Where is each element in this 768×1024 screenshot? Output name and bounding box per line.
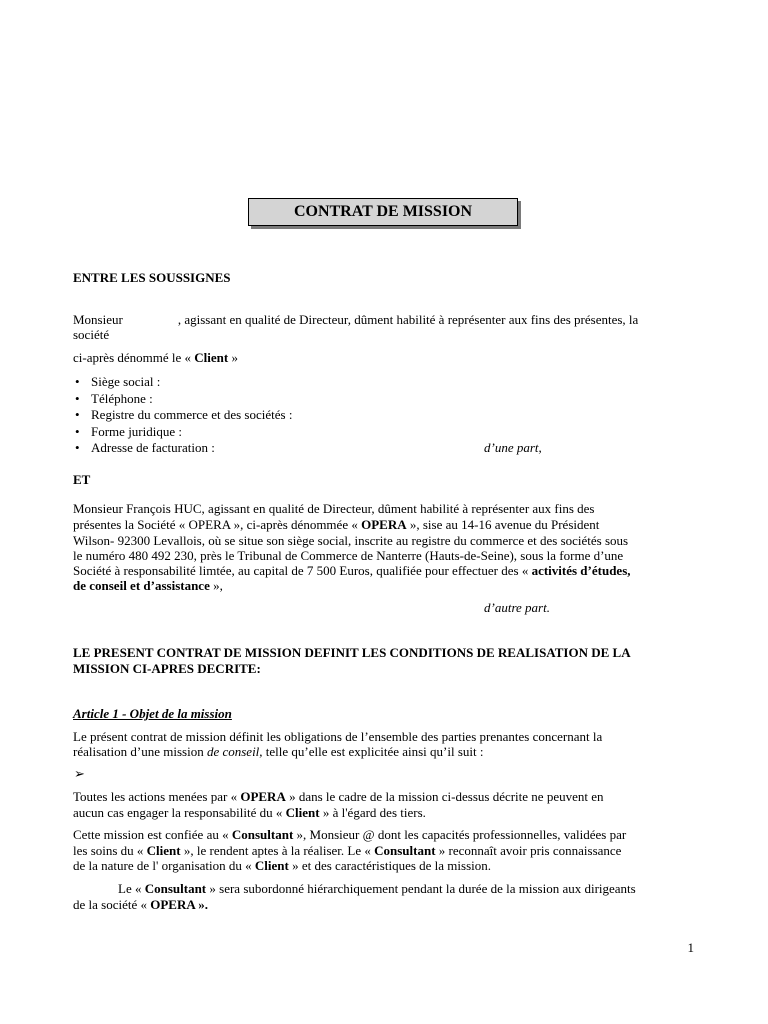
page-number: 1 [687, 940, 694, 955]
opera-paragraph-line-6: de conseil et d’assistance », [73, 578, 223, 593]
opera-paragraph-line-5: Société à responsabilité limtée, au capital de 7 500 Euros, qualifiée pour effectuer des « activités d’études, [73, 563, 631, 578]
opera-paragraph-line-1: Monsieur François HUC, agissant en qualité de Directeur, dûment habilité à représenter aux fins des [73, 501, 595, 516]
opera-paragraph-line-4: le numéro 480 492 230, près le Tribunal de Commerce de Nanterre (Hauts-de-Seine), sous la forme d’une [73, 548, 624, 563]
article-1-p4-line-2: de la société « OPERA ». [73, 897, 209, 912]
list-item: • Adresse de facturation : [73, 440, 292, 457]
article-1-p2-line-2: aucun cas engager la responsabilité du « Client » à l'égard des tiers. [73, 805, 426, 820]
dune-part: d’une part, [484, 440, 542, 455]
article-1-p1-line-1: Le présent contrat de mission définit les obligations de l’ensemble des parties prenantes concernant la [73, 729, 603, 744]
client-paragraph-line-2: société [73, 327, 110, 342]
opera-paragraph-line-3: Wilson- 92300 Levallois, où se situe son siège social, inscrite au registre du commerce et des sociétés sous [73, 533, 629, 548]
article-1-p3-line-1: Cette mission est confiée au « Consultant », Monsieur @ dont les capacités professionnelles, validées par [73, 827, 627, 842]
list-item: • Registre du commerce et des sociétés : [73, 407, 292, 424]
arrow-bullet-icon: ➢ [74, 766, 85, 781]
list-item: • Forme juridique : [73, 424, 292, 441]
dautre-part: d’autre part. [484, 600, 550, 615]
contract-heading-line-2: MISSION CI-APRES DECRITE: [73, 661, 261, 676]
client-paragraph-line-1: Monsieur , agissant en qualité de Directeur, dûment habilité à représenter aux fins des présentes, la [73, 312, 639, 327]
article-1-title: Article 1 - Objet de la mission [73, 706, 232, 721]
article-1-p4-line-1: Le « Consultant » sera subordonné hiérarchiquement pendant la durée de la mission aux dirigeants [118, 881, 636, 896]
list-item: • Siège social : [73, 374, 292, 391]
client-fields-list [73, 374, 292, 457]
document-title: CONTRAT DE MISSION [248, 198, 518, 226]
article-1-p3-line-2: les soins du « Client », le rendent aptes à la réaliser. Le « Consultant » reconnaît avoir pris connaissance [73, 843, 622, 858]
list-item: • Téléphone : [73, 391, 292, 408]
contract-heading-line-1: LE PRESENT CONTRAT DE MISSION DEFINIT LES CONDITIONS DE REALISATION DE LA [73, 645, 631, 660]
section-heading-entre: ENTRE LES SOUSSIGNES [73, 270, 231, 285]
section-heading-et: ET [73, 472, 91, 487]
article-1-p1-line-2: réalisation d’une mission de conseil, telle qu’elle est explicitée ainsi qu’il suit : [73, 744, 484, 759]
article-1-p2-line-1: Toutes les actions menées par « OPERA » dans le cadre de la mission ci-dessus décrite ne peuvent en [73, 789, 604, 804]
opera-paragraph-line-2: présentes la Société « OPERA », ci-après dénommée « OPERA », sise au 14-16 avenue du Président [73, 517, 600, 532]
article-1-p3-line-3: de la nature de l' organisation du « Client » et des caractéristiques de la mission. [73, 858, 492, 873]
client-designation: ci-après dénommé le « Client » [73, 350, 238, 365]
